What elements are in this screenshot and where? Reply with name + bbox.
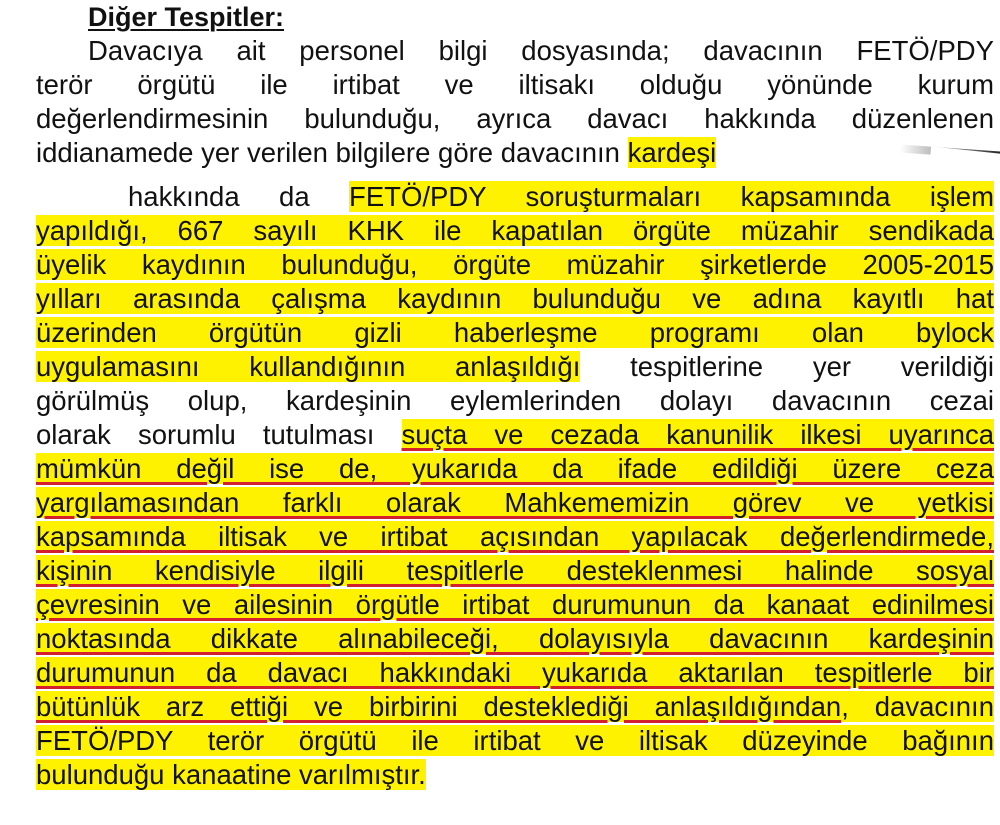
paragraph-line [36,214,994,248]
line-text: tespitlerine yer verildiği [580,351,994,382]
line-text: görülmüş olup, kardeşinin eylemlerinden dolayı davacının cezai [36,385,994,416]
paragraph-line [88,34,994,68]
line-text: değerlendirmesinin bulunduğu, ayrıca davacı hakkında düzenlenen [36,103,994,134]
paragraph-line [36,248,994,282]
highlighted-text: FETÖ/PDY soruşturmaları kapsamında işlem [349,181,995,212]
paragraph-line [36,316,994,350]
paragraph-line [36,758,994,792]
paragraph-line [36,384,994,418]
highlighted-underlined-text: mümkün değil ise de, yukarıda da ifade edildiği üzere ceza [36,453,994,484]
highlighted-text: bulunduğu kanaatine varılmıştır. [36,759,426,790]
highlighted-underlined-text: noktasında dikkate alınabileceği, dolayısıyla davacının kardeşinin [36,623,994,654]
highlighted-underlined-text: kişinin kendisiyle ilgili tespitlerle desteklenmesi halinde sosyal [36,555,994,586]
line-text: terör örgütü ile irtibat ve iltisakı olduğu yönünde kurum [36,69,994,100]
line-text: olarak sorumlu tutulması [36,419,402,450]
paragraph-line [36,452,994,486]
line-text: iddianamede yer verilen bilgilere göre davacının [36,137,628,168]
highlighted-text: üzerinden örgütün gizli haberleşme programı olan bylock [36,317,994,348]
paragraph-line [36,724,994,758]
paragraph-line [36,520,994,554]
paragraph-line [36,102,994,136]
redaction-block [36,184,128,214]
highlighted-text: uygulamasını kullandığının anlaşıldığı [36,351,581,382]
line-text: Davacıya ait personel bilgi dosyasında; davacının FETÖ/PDY [88,35,994,66]
highlighted-text: , davacının [841,691,994,722]
paragraph-line [36,180,994,214]
section-heading: Diğer Tespitler: [88,2,285,32]
highlighted-text: kardeşi [627,137,717,168]
paragraph-line [36,282,994,316]
highlighted-text: yapıldığı, 667 sayılı KHK ile kapatılan örgüte müzahir sendikada [36,215,994,246]
paragraph-line [36,656,994,690]
highlighted-underlined-text: suçta ve cezada kanunilik ilkesi uyarınca [401,419,994,450]
paragraph-line [36,68,994,102]
paragraph-line [36,350,994,384]
paragraph-line [36,690,994,724]
line-text: hakkında da [128,181,350,212]
highlighted-text: üyelik kaydının bulunduğu, örgüte müzahir şirketlerde 2005-2015 [36,249,994,280]
paragraph-line [36,486,994,520]
highlighted-underlined-text: durumunun da davacı hakkındaki yukarıda aktarılan tespitlerle bir [36,657,994,688]
paragraph-line [36,588,994,622]
highlighted-text: FETÖ/PDY terör örgütü ile irtibat ve iltisak düzeyinde bağının [36,725,994,756]
highlighted-underlined-text: kapsamında iltisak ve irtibat açısından yapılacak değerlendirmede, [36,521,994,552]
highlighted-text: yılları arasında çalışma kaydının bulunduğu ve adına kayıtlı hat [36,283,994,314]
paragraph-line [36,136,994,170]
paragraph-line [36,554,994,588]
paragraph-line [36,622,994,656]
highlighted-underlined-text: bütünlük arz ettiği ve birbirini desteklediği anlaşıldığından [36,691,842,722]
highlighted-underlined-text: yargılamasından farklı olarak Mahkememizin görev ve yetkisi [36,487,994,518]
highlighted-underlined-text: çevresinin ve ailesinin örgütle irtibat durumunun da kanaat edinilmesi [36,589,994,620]
paragraph-line [36,418,994,452]
